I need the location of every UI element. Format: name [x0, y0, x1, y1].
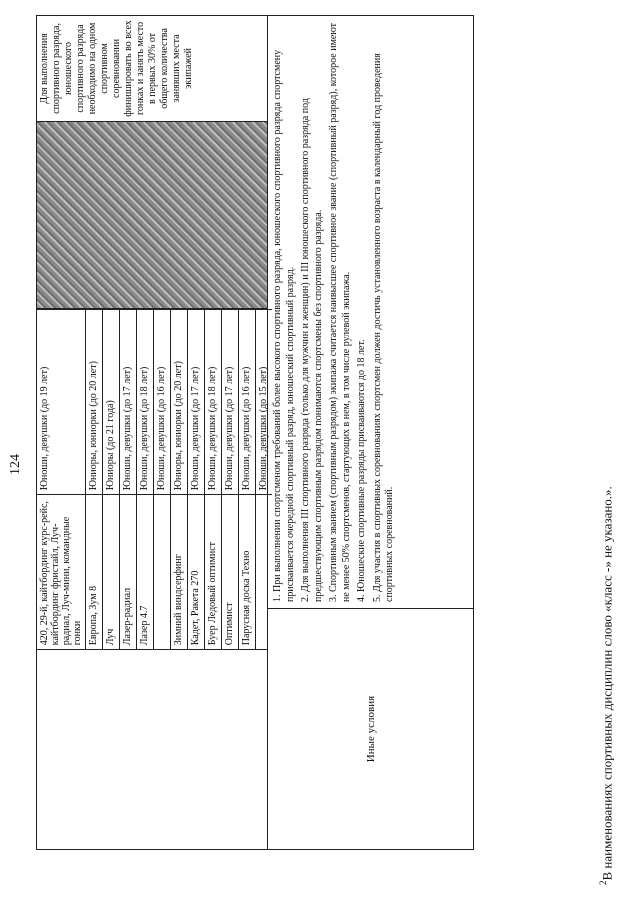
table-row: [37, 16, 268, 849]
age-cell: Юноши, девушки (до 16 лет): [154, 309, 170, 494]
age-cell: Юноши, девушки (до 17 лет): [188, 309, 204, 494]
sub-rows: [86, 309, 272, 649]
conditions-list: [268, 16, 473, 608]
sports-table: [36, 15, 474, 850]
age-cell: Юноши, девушки (до 15 лет): [256, 309, 272, 494]
requirement-note: Для выполнения спортивного разряда, юношеского спортивного разряда необходимо на одном спортивном соревновании финишировать во всех гонках и занять место в первых 30% от общего количества занявших места экипажей: [39, 20, 194, 117]
age-cell: Юноши, девушки (до 16 лет): [239, 309, 255, 494]
discipline-cell: Парусная доска Техно: [239, 494, 255, 649]
footnote: $^2$В наименованиях спортивных дисциплин слово «класс -» не указано.».: [598, 486, 615, 885]
age-cell: Юноши, девушки (до 18 лет): [137, 309, 153, 494]
discipline-cell: [154, 494, 170, 649]
age-cell: Юноши, девушки (до 17 лет): [222, 309, 238, 494]
discipline-cell: Лазер-радиал: [120, 494, 136, 649]
discipline-cell: Луч: [103, 494, 119, 649]
discipline-cell: Лазер 4.7: [137, 494, 153, 649]
discipline-cell: Зимний виндсерфинг: [171, 494, 187, 649]
age-cell: Юноши, девушки (до 18 лет): [205, 309, 221, 494]
condition-item: 5. Для участия в спортивных соревнованиях спортсмен должен достичь установленного возраста в календарный год проведения спортивных соревнований.: [371, 53, 395, 602]
conditions-row: [268, 16, 473, 849]
age-cell: Юноши, девушки (до 19 лет): [37, 309, 85, 494]
age-cell: Юниоры (до 21 года): [103, 309, 119, 494]
discipline-cell: Кадет, Ракета 270: [188, 494, 204, 649]
age-cell: Юноши, девушки (до 17 лет): [120, 309, 136, 494]
condition-item: 4. Юношеские спортивные разряды присваиваются до 18 лет.: [356, 339, 367, 602]
condition-item: 1. При выполнении спортсменом требований более высокого спортивного разряда, юношеского спортивного разряда спортсмену присваивается очередной спортивный разряд, юношеский спортивный разряд.: [272, 49, 296, 602]
conditions-label: Иные условия: [268, 608, 473, 849]
discipline-cell: 420, 29-й, кайтбординг курс-рейс, кайтбординг фристайл, Луч-радиал, Луч-мини, командные гонки: [37, 494, 85, 649]
discipline-cell: Оптимист: [222, 494, 238, 649]
shaded-cell: [37, 121, 267, 308]
age-cell: Юниоры, юниорки (до 20 лет): [171, 309, 187, 494]
age-cell: Юниоры, юниорки (до 20 лет): [86, 309, 102, 494]
blank-cell: [37, 649, 267, 849]
condition-item: 2. Для выполнения III спортивного разряда (только для мужчин и женщин) и III юношеского спортивного разряда под предшествующим спортивным разрядом понимаются спортсмены без спортивного разряда.: [300, 98, 324, 602]
page-number: 124: [8, 454, 23, 475]
discipline-cell: Европа, Зум 8: [86, 494, 102, 649]
discipline-cell: Буер Ледовый оптимист: [205, 494, 221, 649]
condition-item: 3. Спортивным званием (спортивным разрядом) экипажа считается наивысшее спортивное звание (спортивный разряд), которое имеют не менее 50% спортсменов, стартующих в нем, в том числе рулевой экипажа.: [328, 22, 352, 602]
